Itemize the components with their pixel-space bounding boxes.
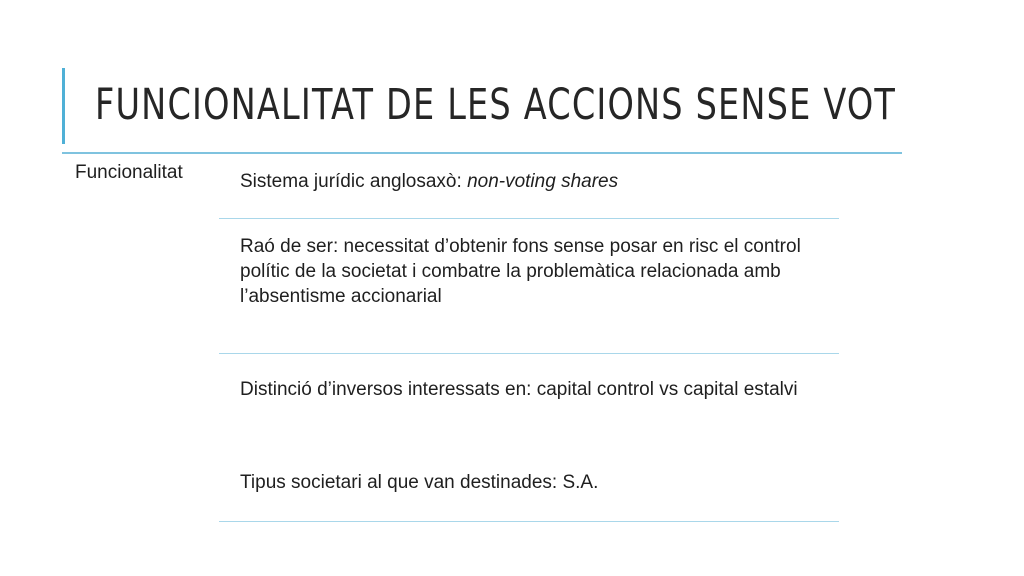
list-item-distinction: Distinció d’inversos interessats en: capital control vs capital estalvi bbox=[240, 379, 798, 400]
list-item-legal-system bbox=[240, 169, 840, 194]
list-item-reason: Raó de ser: necessitat d’obtenir fons sense posar en risc el control polític de la societat i combatre la problemàtica relacionada amb l’absentisme accionarial bbox=[240, 236, 801, 307]
legal-system-term: non-voting shares bbox=[467, 171, 619, 192]
title-underline bbox=[62, 152, 902, 154]
title-accent-bar bbox=[62, 68, 65, 144]
category-label: Funcionalitat bbox=[75, 162, 183, 183]
list-item-company-type: Tipus societari al que van destinades: S.A. bbox=[240, 472, 599, 493]
slide-title: FUNCIONALITAT DE LES ACCIONS SENSE VOT bbox=[95, 80, 897, 130]
legal-system-text: Sistema jurídic anglosaxò: bbox=[240, 171, 468, 192]
row-divider bbox=[219, 353, 839, 354]
row-divider bbox=[219, 521, 839, 522]
row-divider bbox=[219, 218, 839, 219]
